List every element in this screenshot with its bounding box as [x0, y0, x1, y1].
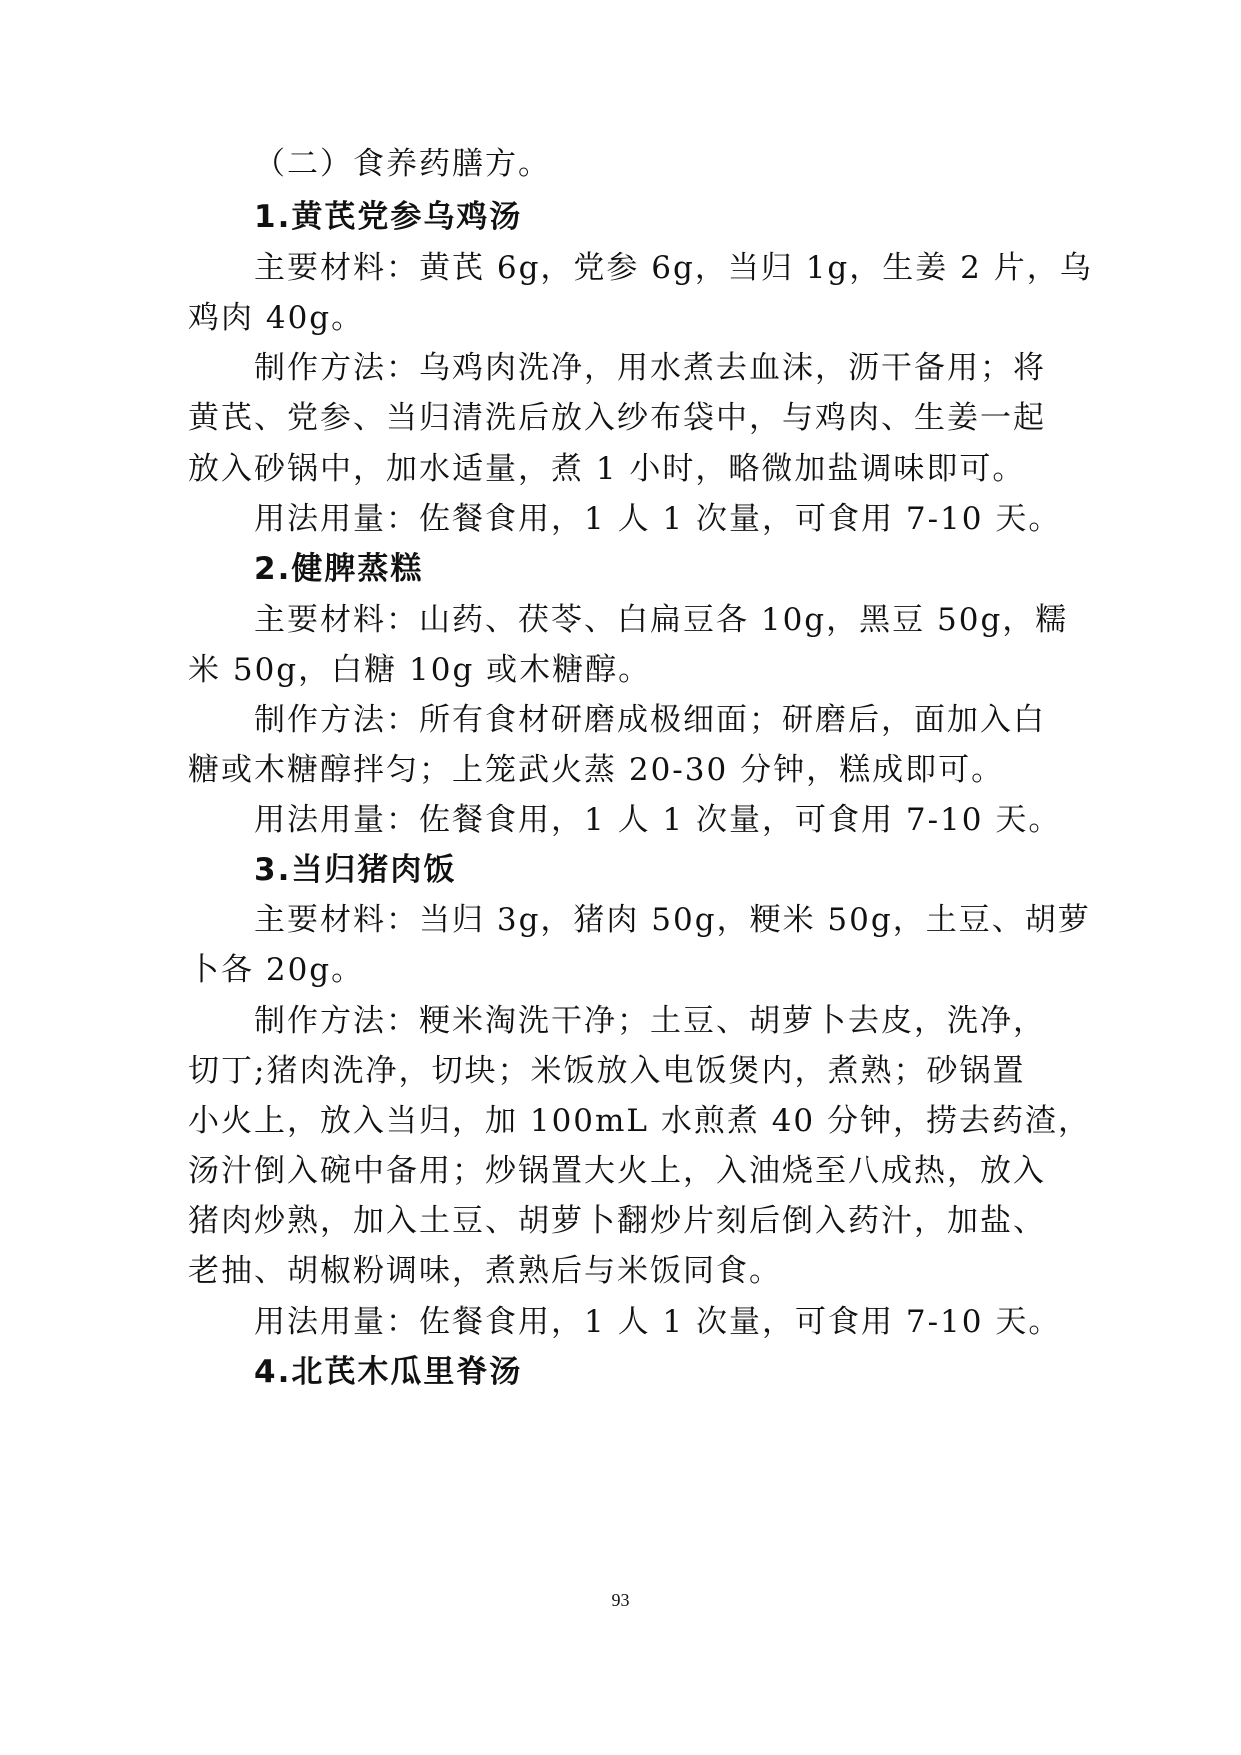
recipe-2-materials-line-1: 主要材料：山药、茯苓、白扁豆各 10g，黑豆 50g，糯: [254, 602, 1069, 638]
recipe-3-materials-line-1: 主要材料：当归 3g，猪肉 50g，粳米 50g，土豆、胡萝: [254, 902, 1091, 938]
recipe-3-method-line-5: 猪肉炒熟，加入土豆、胡萝卜翻炒片刻后倒入药汁，加盐、: [188, 1203, 1046, 1239]
recipe-1-usage: 用法用量：佐餐食用，1 人 1 次量，可食用 7-10 天。: [254, 501, 1062, 537]
recipe-1-materials-line-1: 主要材料：黄芪 6g，党参 6g，当归 1g，生姜 2 片，乌: [254, 250, 1093, 286]
recipe-3-method-line-1: 制作方法：粳米淘洗干净；土豆、胡萝卜去皮，洗净，: [254, 1003, 1046, 1039]
recipe-3-materials-line-2: 卜各 20g。: [188, 952, 365, 988]
recipe-2-method-line-2: 糖或木糖醇拌匀；上笼武火蒸 20-30 分钟，糕成即可。: [188, 752, 1005, 788]
recipe-1-method-line-2: 黄芪、党参、当归清洗后放入纱布袋中，与鸡肉、生姜一起: [188, 400, 1046, 436]
recipe-2-usage: 用法用量：佐餐食用，1 人 1 次量，可食用 7-10 天。: [254, 802, 1062, 838]
recipe-1-method-line-3: 放入砂锅中，加水适量，煮 1 小时，略微加盐调味即可。: [188, 451, 1026, 487]
recipe-2-materials-line-2: 米 50g，白糖 10g 或木糖醇。: [188, 652, 652, 688]
recipe-3-usage: 用法用量：佐餐食用，1 人 1 次量，可食用 7-10 天。: [254, 1304, 1062, 1340]
recipe-3-method-line-4: 汤汁倒入碗中备用；炒锅置大火上，入油烧至八成热，放入: [188, 1153, 1046, 1189]
recipe-1-method-line-1: 制作方法：乌鸡肉洗净，用水煮去血沫，沥干备用；将: [254, 350, 1046, 386]
recipe-3-method-line-3: 小火上，放入当归，加 100mL 水煎煮 40 分钟，捞去药渣，: [188, 1103, 1092, 1139]
recipe-1-title: 1.黄芪党参乌鸡汤: [254, 199, 523, 235]
recipe-4-title: 4.北芪木瓜里脊汤: [254, 1354, 523, 1390]
recipe-2-method-line-1: 制作方法：所有食材研磨成极细面；研磨后，面加入白: [254, 702, 1046, 738]
recipe-3-method-line-6: 老抽、胡椒粉调味，煮熟后与米饭同食。: [188, 1253, 782, 1289]
recipe-3-method-line-2: 切丁;猪肉洗净，切块；米饭放入电饭煲内，煮熟；砂锅置: [188, 1053, 1026, 1089]
recipe-3-title: 3.当归猪肉饭: [254, 852, 457, 888]
recipe-1-materials-line-2: 鸡肉 40g。: [188, 300, 365, 336]
page-number: 93: [611, 1590, 630, 1610]
section-title: （二）食养药膳方。: [254, 146, 551, 182]
recipe-2-title: 2.健脾蒸糕: [254, 551, 424, 587]
